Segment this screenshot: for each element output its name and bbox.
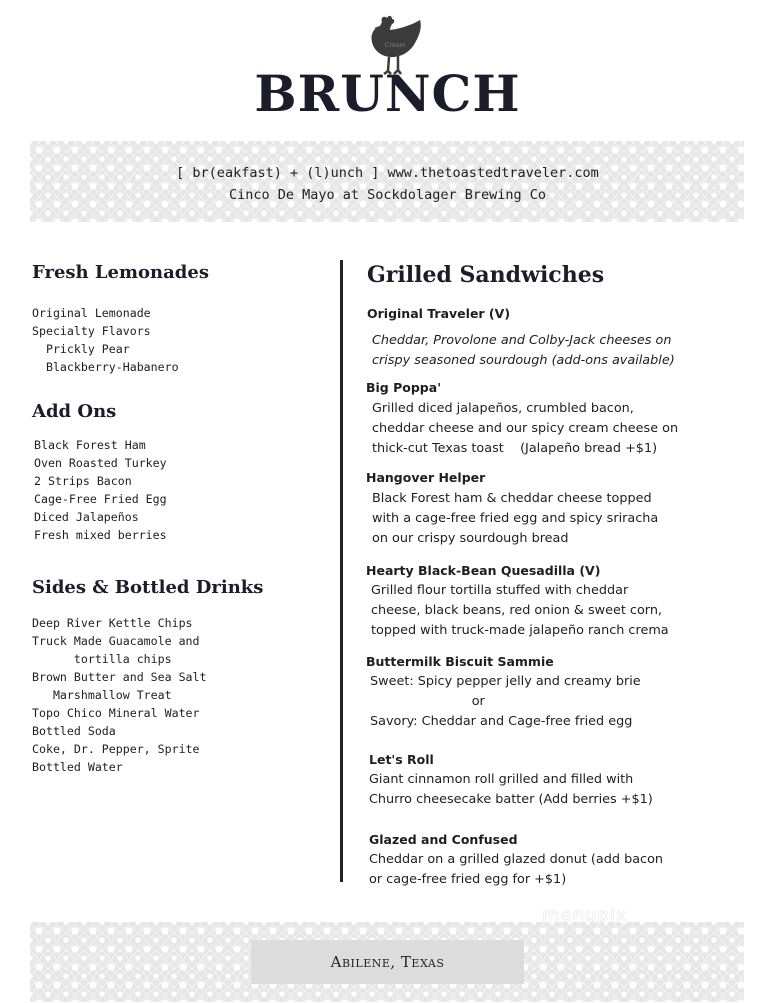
sides-drinks-list (32, 614, 207, 776)
page-title: BRUNCH (254, 64, 521, 123)
menu-item-desc: Grilled flour tortilla stuffed with cheddar cheese, black beans, red onion & sweet corn, topped with truck-made jalapeño ranch crema (371, 583, 669, 638)
menu-item-desc: Grilled diced jalapeños, crumbled bacon, cheddar cheese and our spicy cream cheese on thick-cut Texas toast (Jalapeño bread +$1) (372, 401, 679, 456)
lemonades-list (32, 304, 179, 376)
grilled-sandwiches-heading: Grilled Sandwiches (367, 262, 605, 288)
sides-drinks-heading: Sides & Bottled Drinks (32, 577, 264, 598)
list-item: Cage-Free Fried Egg (34, 492, 167, 506)
list-item: Deep River Kettle Chips (32, 616, 193, 630)
list-item: Coke, Dr. Pepper, Sprite (32, 742, 200, 756)
menu-item-name: Let's Roll (369, 752, 434, 767)
list-item: Marshmallow Treat (32, 688, 172, 702)
list-item: Oven Roasted Turkey (34, 456, 167, 470)
add-ons-heading: Add Ons (32, 401, 117, 422)
hen-mark-text: Cream (384, 42, 406, 49)
list-item: Truck Made Guacamole and (32, 634, 200, 648)
menu-item-desc: Cheddar, Provolone and Colby-Jack cheeses on crispy seasoned sourdough (add-ons available) (372, 333, 675, 368)
list-item: Black Forest Ham (34, 438, 146, 452)
column-divider (340, 260, 343, 882)
menu-item-desc: Black Forest ham & cheddar cheese topped with a cage-free fried egg and spicy sriracha on our crispy sourdough bread (372, 491, 659, 546)
list-item: Bottled Soda (32, 724, 116, 738)
menu-item-name: Big Poppa' (366, 380, 442, 395)
list-item: Original Lemonade (32, 306, 151, 320)
list-item: Fresh mixed berries (34, 528, 167, 542)
menu-item-name: Hangover Helper (366, 470, 486, 485)
list-item: Brown Butter and Sea Salt (32, 670, 207, 684)
header-pattern-band (30, 141, 744, 222)
event-line: Cinco De Mayo at Sockdolager Brewing Co (229, 187, 546, 203)
list-item: Topo Chico Mineral Water (32, 706, 200, 720)
list-item: Bottled Water (32, 760, 123, 774)
list-item: Specialty Flavors (32, 324, 151, 338)
watermark: menupix (542, 905, 628, 926)
menu-item-name: Hearty Black-Bean Quesadilla (V) (366, 563, 601, 578)
fresh-lemonades-heading: Fresh Lemonades (32, 262, 209, 283)
menu-item-desc: Giant cinnamon roll grilled and filled with Churro cheesecake batter (Add berries +$1) (369, 772, 653, 807)
menu-item-name: Original Traveler (V) (367, 306, 511, 321)
add-ons-list (34, 436, 167, 544)
location-box (251, 940, 524, 984)
list-item: Prickly Pear (32, 342, 130, 356)
list-item: Blackberry-Habanero (32, 360, 179, 374)
tagline: [ br(eakfast) + (l)unch ] www.thetoastedtraveler.com (176, 165, 599, 181)
menu-item-desc: Cheddar on a grilled glazed donut (add bacon or cage-free fried egg for +$1) (369, 852, 664, 887)
menu-item-desc: Sweet: Spicy pepper jelly and creamy brie or Savory: Cheddar and Cage-free fried egg (370, 674, 641, 729)
list-item: 2 Strips Bacon (34, 474, 132, 488)
list-item: Diced Jalapeños (34, 510, 139, 524)
location-label: Abilene, Texas (330, 953, 445, 971)
list-item: tortilla chips (32, 652, 172, 666)
menu-item-name: Buttermilk Biscuit Sammie (366, 654, 554, 669)
menu-item-name: Glazed and Confused (369, 832, 518, 847)
